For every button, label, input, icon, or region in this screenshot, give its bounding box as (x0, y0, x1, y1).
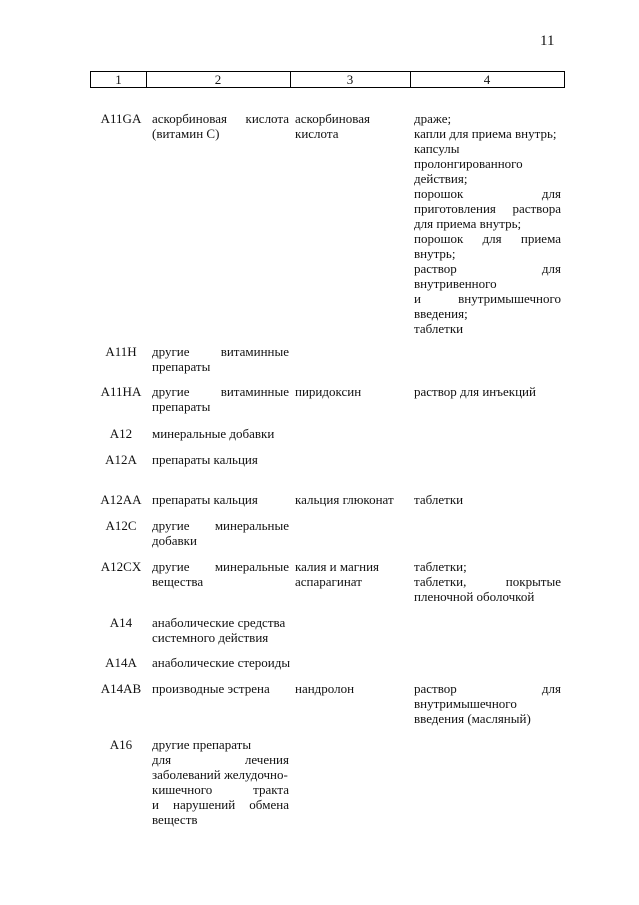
dosage-form-line: введения (масляный) (414, 711, 531, 726)
dosage-form-line: внутрь; (414, 246, 456, 261)
group-name-line: производные эстрена (152, 681, 270, 696)
dosage-form-line (414, 186, 561, 201)
header-col-4: 4 (483, 72, 491, 87)
substance-line: кислота (295, 126, 339, 141)
dosage-form-cell (414, 559, 561, 604)
group-name-word: лечения (244, 752, 289, 767)
group-name-line (152, 797, 289, 812)
dosage-form-cell (414, 681, 561, 726)
dosage-form-word: покрытые (505, 574, 561, 589)
dosage-form-line (414, 291, 561, 306)
atc-code: A14A (105, 655, 137, 670)
atc-code: A12 (109, 426, 133, 441)
group-name-line: препараты кальция (152, 492, 258, 507)
group-name-line: вещества (152, 574, 204, 589)
atc-code: A16 (109, 737, 133, 752)
group-name-cell (152, 384, 289, 414)
group-name-cell (152, 681, 289, 696)
group-name-line (152, 344, 289, 359)
group-name-word: кислота (245, 111, 289, 126)
substance-line: аспарагинат (295, 574, 362, 589)
substance-line: кальция глюконат (295, 492, 394, 507)
group-name-word: витаминные (220, 384, 289, 399)
atc-code: A12C (105, 518, 137, 533)
dosage-form-word: внутримышечного (458, 291, 561, 306)
substance-line: калия и магния (295, 559, 380, 574)
group-name-line: (витамин С) (152, 126, 220, 141)
dosage-form-word: порошок (414, 186, 464, 201)
group-name-line (152, 518, 289, 533)
group-name-line: заболеваний желудочно- (152, 767, 288, 782)
group-name-line: системного действия (152, 630, 269, 645)
atc-code: A12AA (100, 492, 142, 507)
atc-code: A11HA (100, 384, 142, 399)
dosage-form-word: раствор (414, 681, 457, 696)
group-name-line: анаболические средства (152, 615, 286, 630)
substance-cell (295, 559, 407, 589)
dosage-form-word: приготовления (414, 201, 496, 216)
dosage-form-line: внутримышечного (414, 696, 517, 711)
substance-cell (295, 384, 407, 399)
dosage-form-line: таблетки; (414, 559, 467, 574)
dosage-form-cell (414, 492, 561, 507)
dosage-form-word: порошок (414, 231, 464, 246)
group-name-line: веществ (152, 812, 198, 827)
dosage-form-word: приема (520, 231, 561, 246)
dosage-form-line (414, 231, 561, 246)
dosage-form-line: капсулы (414, 141, 460, 156)
group-name-cell (152, 655, 289, 670)
dosage-form-line: таблетки (414, 492, 464, 507)
dosage-form-word: раствор (414, 261, 457, 276)
group-name-word: витаминные (220, 344, 289, 359)
group-name-word: тракта (253, 782, 289, 797)
dosage-form-line (414, 201, 561, 216)
group-name-line: минеральные добавки (152, 426, 275, 441)
group-name-word: другие (152, 518, 190, 533)
atc-code: A11H (105, 344, 137, 359)
group-name-line: анаболические стероиды (152, 655, 291, 670)
dosage-form-word: таблетки, (414, 574, 467, 589)
dosage-form-line: пролонгированного (414, 156, 523, 171)
group-name-line: добавки (152, 533, 197, 548)
substance-cell (295, 681, 407, 696)
group-name-line (152, 384, 289, 399)
dosage-form-line: пленочной оболочкой (414, 589, 535, 604)
group-name-cell (152, 452, 289, 467)
dosage-form-line: введения; (414, 306, 468, 321)
group-name-line (152, 559, 289, 574)
dosage-form-line (414, 574, 561, 589)
dosage-form-line: действия; (414, 171, 468, 186)
group-name-line (152, 111, 289, 126)
table-header (90, 71, 565, 88)
group-name-line (152, 752, 289, 767)
group-name-cell (152, 518, 289, 548)
group-name-word: и (152, 797, 159, 812)
dosage-form-word: для (541, 261, 561, 276)
dosage-form-line: таблетки (414, 321, 464, 336)
dosage-form-word: для (541, 186, 561, 201)
dosage-form-cell (414, 384, 561, 399)
group-name-cell (152, 559, 289, 589)
dosage-form-line: раствор для инъекций (414, 384, 536, 399)
group-name-word: другие (152, 384, 190, 399)
dosage-form-word: для (482, 231, 502, 246)
dosage-form-line: для приема внутрь; (414, 216, 522, 231)
dosage-form-word: раствора (512, 201, 561, 216)
substance-line: аскорбиновая (295, 111, 370, 126)
substance-cell (295, 492, 407, 507)
group-name-cell (152, 111, 289, 141)
atc-code: A11GA (100, 111, 142, 126)
page-number: 11 (540, 33, 555, 49)
dosage-form-line (414, 261, 561, 276)
group-name-cell (152, 426, 289, 441)
group-name-word: обмена (249, 797, 289, 812)
group-name-word: кишечного (152, 782, 213, 797)
dosage-form-line (414, 681, 561, 696)
substance-cell (295, 111, 407, 141)
substance-line: нандролон (295, 681, 355, 696)
dosage-form-word: для (541, 681, 561, 696)
group-name-word: аскорбиновая (152, 111, 227, 126)
group-name-word: другие (152, 344, 190, 359)
atc-code: A14 (109, 615, 133, 630)
group-name-word: минеральные (214, 559, 289, 574)
group-name-word: нарушений (173, 797, 236, 812)
dosage-form-line: капли для приема внутрь; (414, 126, 557, 141)
header-col-1: 1 (91, 72, 147, 87)
dosage-form-line: драже; (414, 111, 452, 126)
substance-line: пиридоксин (295, 384, 362, 399)
dosage-form-line: внутривенного (414, 276, 497, 291)
group-name-line: другие препараты (152, 737, 252, 752)
header-col-2: 2 (146, 72, 291, 87)
group-name-cell (152, 615, 289, 645)
header-col-3: 3 (290, 72, 411, 87)
group-name-word: для (152, 752, 172, 767)
atc-code: A14AB (100, 681, 142, 696)
group-name-word: минеральные (214, 518, 289, 533)
group-name-line (152, 782, 289, 797)
group-name-line: препараты (152, 359, 211, 374)
group-name-line: препараты (152, 399, 211, 414)
group-name-cell (152, 492, 289, 507)
dosage-form-cell (414, 111, 561, 336)
group-name-cell (152, 737, 289, 827)
group-name-word: другие (152, 559, 190, 574)
atc-code: A12A (105, 452, 137, 467)
dosage-form-word: и (414, 291, 421, 306)
group-name-line: препараты кальция (152, 452, 258, 467)
atc-code: A12CX (100, 559, 142, 574)
group-name-cell (152, 344, 289, 374)
